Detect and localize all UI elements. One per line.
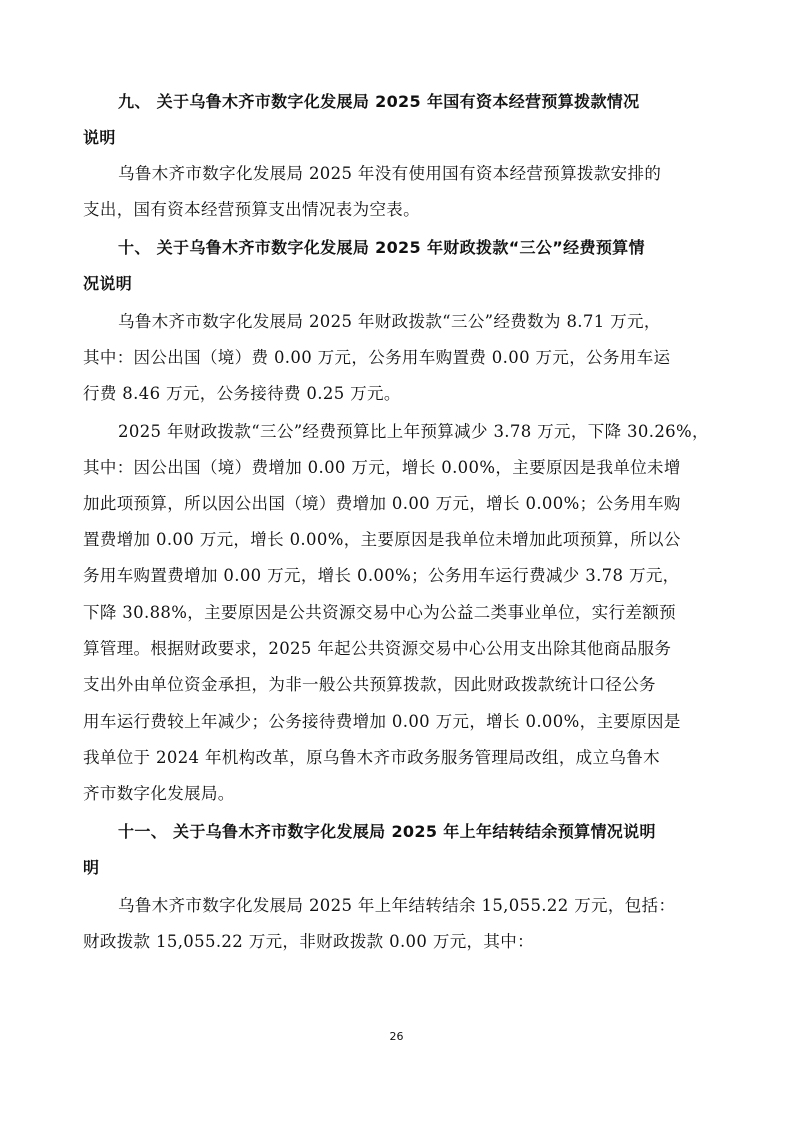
paragraph-line: 乌鲁木齐市数字化发展局 2025 年财政拨款“三公”经费数为 8.71 万元， — [118, 312, 661, 331]
paragraph-line: 其中：因公出国（境）费增加 0.00 万元，增长 0.00%，主要原因是我单位未增 — [83, 458, 681, 477]
section-heading-9-line-2: 说明 — [83, 128, 116, 147]
section-heading-11-line-2: 明 — [83, 858, 100, 877]
paragraph-line: 乌鲁木齐市数字化发展局 2025 年上年结转结余 15,055.22 万元，包括： — [118, 896, 676, 915]
page-number: 26 — [389, 1030, 404, 1043]
paragraph-line: 乌鲁木齐市数字化发展局 2025 年没有使用国有资本经营预算拨款安排的 — [118, 164, 662, 183]
paragraph-line: 我单位于 2024 年机构改革，原乌鲁木齐市政务服务管理局改组，成立乌鲁木 — [83, 748, 660, 767]
paragraph-line: 财政拨款 15,055.22 万元，非财政拨款 0.00 万元，其中： — [83, 932, 534, 951]
paragraph-line: 用车运行费较上年减少；公务接待费增加 0.00 万元，增长 0.00%，主要原因是 — [83, 712, 681, 731]
paragraph-line: 加此项预算，所以因公出国（境）费增加 0.00 万元，增长 0.00%；公务用车购 — [83, 494, 681, 513]
paragraph-line: 支出外由单位资金承担，为非一般公共预算拨款，因此财政拨款统计口径公务 — [83, 675, 656, 694]
paragraph-line: 齐市数字化发展局。 — [83, 784, 235, 803]
paragraph-line: 其中：因公出国（境）费 0.00 万元，公务用车购置费 0.00 万元，公务用车运 — [83, 348, 671, 367]
paragraph-line: 支出，国有资本经营预算支出情况表为空表。 — [83, 200, 420, 219]
paragraph-line: 下降 30.88%，主要原因是公共资源交易中心为公益二类事业单位，实行差额预 — [83, 603, 676, 622]
section-heading-10-line-1: 十、 关于乌鲁木齐市数字化发展局 2025 年财政拨款“三公”经费预算情 — [118, 238, 645, 257]
paragraph-line: 行费 8.46 万元，公务接待费 0.25 万元。 — [83, 384, 401, 403]
paragraph-line: 算管理。根据财政要求，2025 年起公共资源交易中心公用支出除其他商品服务 — [83, 639, 672, 658]
paragraph-line: 务用车购置费增加 0.00 万元，增长 0.00%；公务用车运行费减少 3.78 万元， — [83, 566, 680, 585]
paragraph-line: 置费增加 0.00 万元，增长 0.00%，主要原因是我单位未增加此项预算，所以公 — [83, 530, 681, 549]
section-heading-10-line-2: 况说明 — [83, 274, 133, 293]
section-heading-9-line-1: 九、 关于乌鲁木齐市数字化发展局 2025 年国有资本经营预算拨款情况 — [118, 92, 640, 111]
paragraph-line: 2025 年财政拨款“三公”经费预算比上年预算减少 3.78 万元，下降 30.26%， — [118, 422, 709, 441]
section-heading-11-line-1: 十一、 关于乌鲁木齐市数字化发展局 2025 年上年结转结余预算情况说明 — [118, 822, 656, 841]
